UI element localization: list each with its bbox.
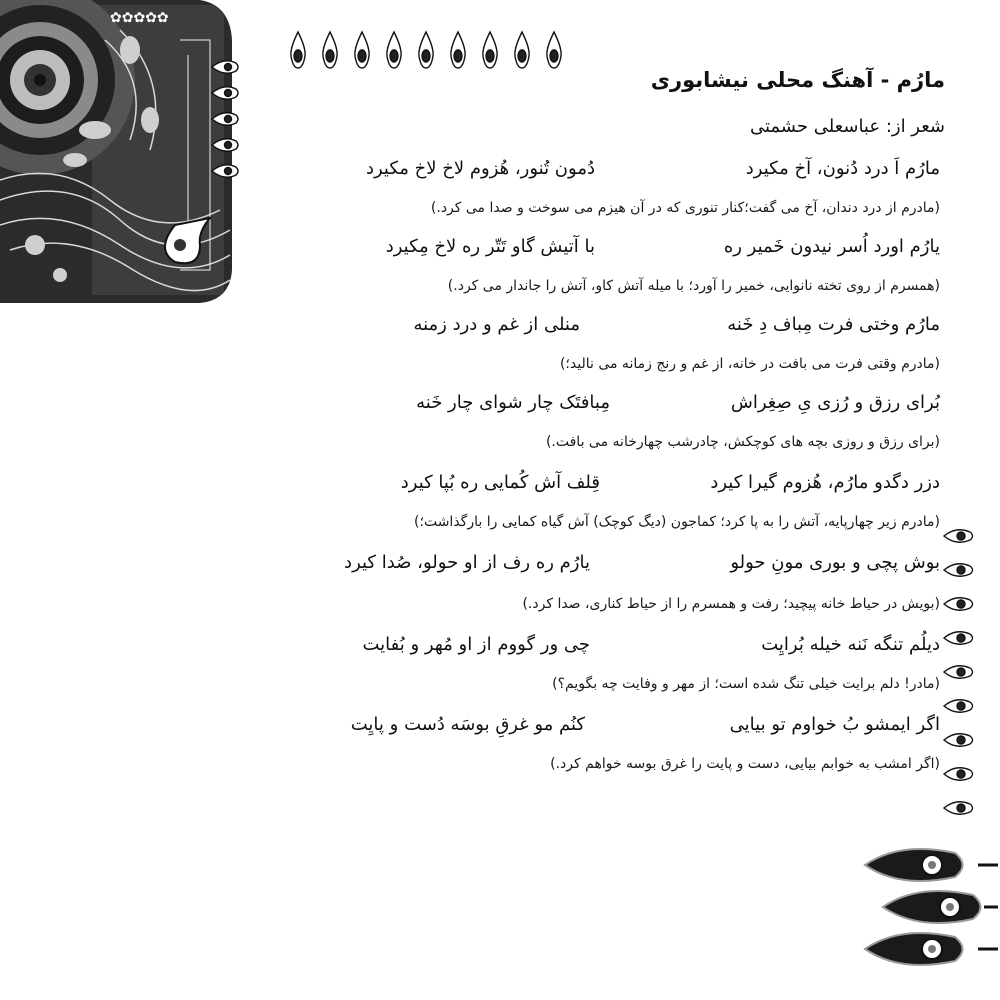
verse-translation: (مادرم وقتی فرت می بافت در خانه، از غم و رنج زمانه می نالید؛) xyxy=(559,356,940,372)
drop-ornament-row-icon xyxy=(278,30,588,70)
verse-hemistich-right: بوش پچی و بوری مونِ حولو xyxy=(730,552,940,573)
verse-hemistich-left: یارُم ره رف از او حولو، صُدا کیرد xyxy=(344,552,590,573)
verse-hemistich-left: دُمون تُنور، هُزوم لاخ لاخ مکیرد xyxy=(365,158,595,179)
verse-hemistich-right: دیلُم تنگه نَنه خیله بُرایِت xyxy=(761,634,940,655)
paisley-column-icon xyxy=(938,520,978,830)
verse-translation: (بویش در حیاط خانه پیچید؛ رفت و همسرم را از حیاط کناری، صدا کرد.) xyxy=(522,596,940,612)
verse-hemistich-right: بُرای رزق و رُزی یِ صِغِراش xyxy=(730,392,940,413)
verse-translation: (مادر! دلم برایت خیلی تنگ شده است؛ از مهر و وفایت چه بگویم؟) xyxy=(552,676,940,692)
verse-hemistich-left: چی ور گووم از او مُهر و بُفایت xyxy=(362,634,590,655)
page-title: مارُم - آهنگ محلی نیشابوری xyxy=(650,68,945,92)
svg-text:✿✿✿✿✿: ✿✿✿✿✿ xyxy=(110,10,169,26)
verse-hemistich-right: دزر دگدو مارُم، هُزوم گیرا کیرد xyxy=(710,472,940,493)
side-ornament-small-icon xyxy=(205,55,245,185)
verse-hemistich-left: قِلف آش کُمایی ره بُپا کیرد xyxy=(400,472,600,493)
poet-credit: شعر از: عباسعلی حشمتی xyxy=(749,116,945,137)
verse-hemistich-right: مارُم وختی فرت مِباف دِ خَنه xyxy=(727,314,940,335)
verse-translation: (برای رزق و روزی بچه های کوچکش، چادرشب چهارخانه می بافت.) xyxy=(545,434,940,450)
verse-hemistich-left: مِبافتَک چار شوای چار خَنه xyxy=(416,392,610,413)
verse-translation: (اگر امشب به خوابم بیایی، دست و پایت را غرق بوسه خواهم کرد.) xyxy=(550,756,940,772)
verse-hemistich-left: منلی از غم و درد زمنه xyxy=(413,314,580,335)
verse-hemistich-right: مارُم اَ درد دُنون، آخ مکیرد xyxy=(745,158,940,179)
verse-hemistich-right: اگر ایمشو بُ خواوم تو بیایی xyxy=(729,714,940,735)
verse-translation: (مادرم از درد دندان، آخ می گفت؛کنار تنوری که در آن هیزم می سوخت و صدا می کرد.) xyxy=(430,200,940,216)
large-paisley-group-icon xyxy=(850,835,1000,985)
verse-hemistich-right: یارُم اورد اُسر نیدون خَمیر ره xyxy=(723,236,940,257)
decorative-art-icon xyxy=(0,0,240,305)
verse-hemistich-left: کنُم مو غرقِ بوسَه دُست و پایِت xyxy=(350,714,585,735)
verse-translation: (همسرم از روی تخته نانوایی، خمیر را آورد؛ با میله آتش کاو، آتش را جاندار می کرد.) xyxy=(447,278,940,294)
verse-translation: (مادرم زیر چهارپایه، آتش را به پا کرد؛ کماجون (دیگ کوچک) آش گیاه کمایی را بارگذاشت؛) xyxy=(414,514,940,530)
verse-hemistich-left: با آتیش گاو تَتّر ره لاخ مِکیرد xyxy=(385,236,595,257)
